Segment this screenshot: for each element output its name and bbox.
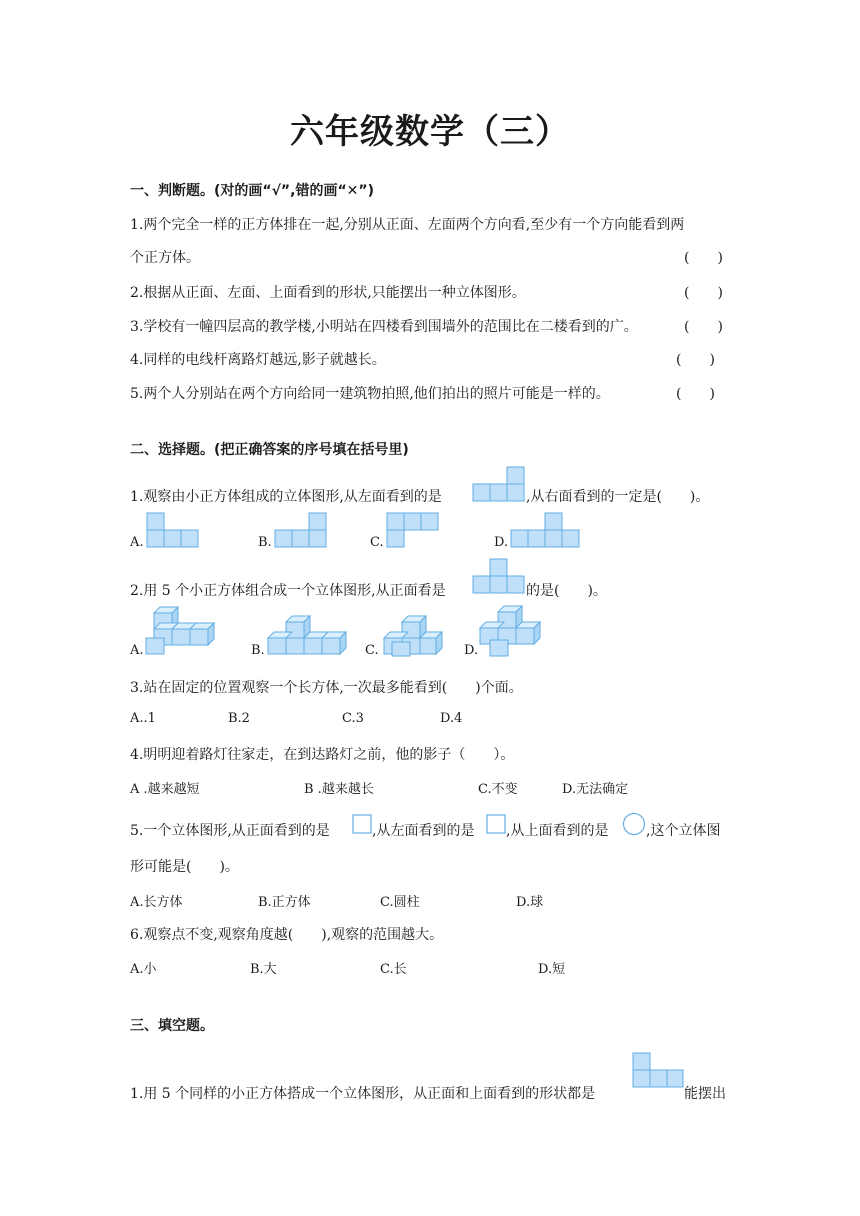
s2-q1-text-b: ,从右面看到的一定是( )。	[526, 489, 710, 505]
front-view-figure	[472, 558, 526, 594]
s2-q4-option-a[interactable]: A .越来越短	[130, 782, 200, 797]
s2-q6-option-a[interactable]: A.小	[130, 962, 157, 977]
section1-heading: 一、判断题。(对的画“√”,错的画“✕”)	[130, 183, 374, 199]
s2-q1-option-c[interactable]: C.	[370, 535, 384, 550]
s1-q4-answer-blank[interactable]: ( )	[676, 352, 715, 368]
s2-q1-option-a[interactable]: A.	[130, 535, 144, 550]
section3-heading: 三、填空题。	[130, 1018, 214, 1034]
s2-q2-option-b[interactable]: B.	[251, 643, 265, 658]
s2-q4-option-b[interactable]: B .越来越长	[304, 782, 374, 797]
s3-q1-text-b: 能摆出	[684, 1086, 726, 1102]
front-top-view-figure	[632, 1052, 684, 1088]
s2-q5-text-a: 5.一个立体图形,从正面看到的是	[130, 823, 330, 839]
s2-q3-option-c[interactable]: C.3	[342, 711, 364, 726]
option-c-figure	[386, 512, 440, 548]
s2-q5-text-c: ,从上面看到的是	[506, 823, 609, 839]
option-a-cubes-figure	[146, 604, 214, 658]
option-d-cubes-figure	[480, 604, 540, 658]
s2-q2-option-d[interactable]: D.	[464, 643, 479, 658]
s1-q5: 5.两个人分别站在两个方向给同一建筑物拍照,他们拍出的照片可能是一样的。	[130, 386, 610, 402]
option-d-figure	[510, 512, 580, 548]
s2-q3: 3.站在固定的位置观察一个长方体,一次最多能看到( )个面。	[130, 680, 523, 696]
s2-q1-option-b[interactable]: B.	[258, 535, 272, 550]
s1-q1-answer-blank[interactable]: ( )	[684, 250, 723, 266]
s2-q2-option-a[interactable]: A.	[130, 643, 144, 658]
section2-heading: 二、选择题。(把正确答案的序号填在括号里)	[130, 442, 409, 458]
option-a-figure	[146, 512, 200, 548]
s2-q5-text-b: ,从左面看到的是	[372, 823, 475, 839]
left-view-square-figure	[486, 814, 506, 834]
s2-q5-option-a[interactable]: A.长方体	[130, 895, 183, 910]
s2-q6-option-d[interactable]: D.短	[538, 962, 566, 977]
s2-q5-option-b[interactable]: B.正方体	[258, 895, 311, 910]
s2-q4-option-c[interactable]: C.不变	[478, 782, 518, 797]
s2-q5-option-d[interactable]: D.球	[516, 895, 544, 910]
front-view-square-figure	[352, 814, 372, 834]
s2-q4-option-d[interactable]: D.无法确定	[562, 782, 629, 797]
s1-q4: 4.同样的电线杆离路灯越远,影子就越长。	[130, 352, 386, 368]
s2-q3-option-a[interactable]: A..1	[130, 711, 156, 726]
s2-q6: 6.观察点不变,观察角度越( ),观察的范围越大。	[130, 927, 444, 943]
s2-q5-line2: 形可能是( )。	[130, 859, 239, 875]
s1-q1-line2: 个正方体。	[130, 250, 200, 266]
option-c-cubes-figure	[380, 612, 442, 658]
s2-q2-text-a: 2.用 5 个小正方体组合成一个立体图形,从正面看是	[130, 583, 446, 599]
s2-q2-option-c[interactable]: C.	[365, 643, 379, 658]
option-b-cubes-figure	[266, 612, 346, 658]
top-view-circle-figure	[622, 812, 646, 836]
s2-q3-option-b[interactable]: B.2	[228, 711, 250, 726]
s2-q4: 4.明明迎着路灯往家走，在到达路灯之前，他的影子（ ）。	[130, 747, 515, 763]
s1-q3-answer-blank[interactable]: ( )	[684, 319, 723, 335]
s2-q1-option-d[interactable]: D.	[494, 535, 509, 550]
s2-q2-text-b: 的是( )。	[526, 583, 607, 599]
left-view-figure	[472, 466, 526, 502]
s1-q3: 3.学校有一幢四层高的教学楼,小明站在四楼看到围墙外的范围比在二楼看到的广。	[130, 319, 638, 335]
s2-q6-option-b[interactable]: B.大	[250, 962, 277, 977]
s2-q5-text-d: ,这个立体图	[646, 823, 721, 839]
s2-q1-text-a: 1.观察由小正方体组成的立体图形,从左面看到的是	[130, 489, 442, 505]
s1-q5-answer-blank[interactable]: ( )	[676, 386, 715, 402]
s2-q6-option-c[interactable]: C.长	[380, 962, 407, 977]
option-b-figure	[274, 512, 328, 548]
page-title: 六年级数学（三）	[290, 112, 570, 152]
s1-q2: 2.根据从正面、左面、上面看到的形状,只能摆出一种立体图形。	[130, 285, 526, 301]
s3-q1-text-a: 1.用 5 个同样的小正方体搭成一个立体图形，从正面和上面看到的形状都是	[130, 1086, 596, 1102]
s2-q5-option-c[interactable]: C.圆柱	[380, 895, 420, 910]
s2-q3-option-d[interactable]: D.4	[440, 711, 463, 726]
s1-q1-line1: 1.两个完全一样的正方体排在一起,分别从正面、左面两个方向看,至少有一个方向能看到两	[130, 217, 685, 233]
s1-q2-answer-blank[interactable]: ( )	[684, 285, 723, 301]
